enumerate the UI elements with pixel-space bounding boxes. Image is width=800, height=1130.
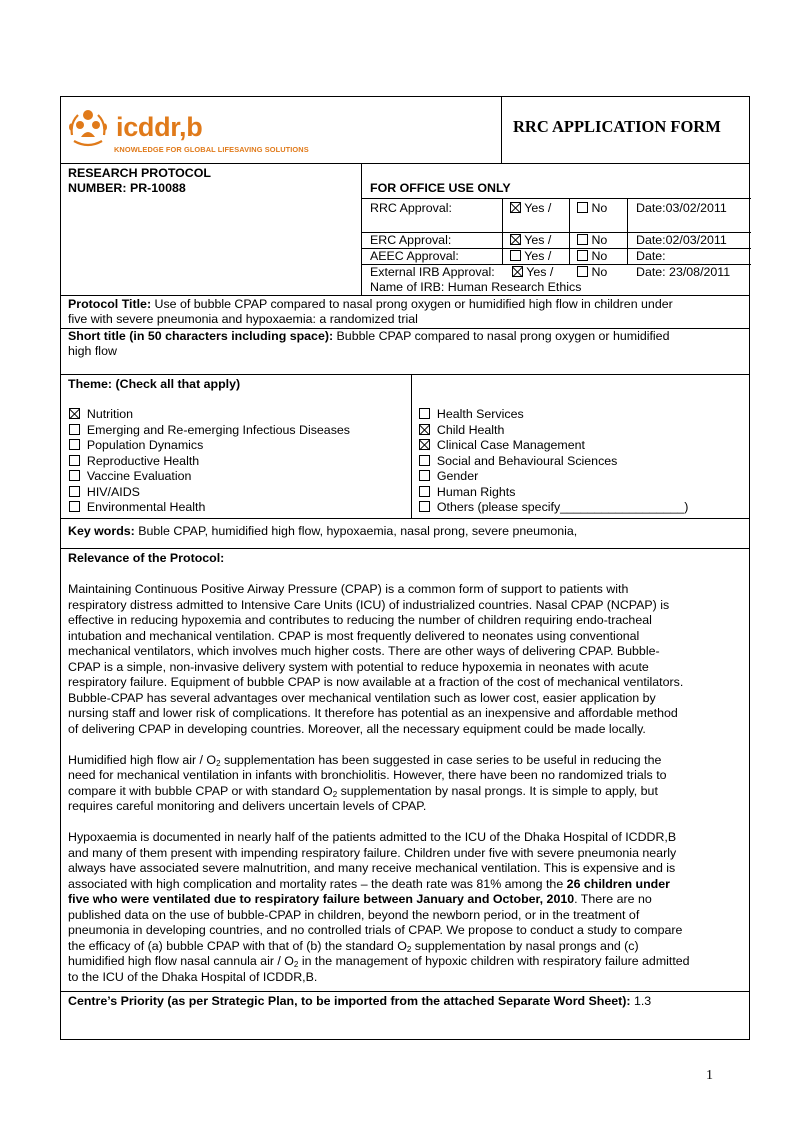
erc-approval-label: ERC Approval: [370,233,452,247]
theme-item-label: Emerging and Re-emerging Infectious Diseases [86,422,350,437]
aeec-date: Date: [636,249,666,263]
logo-tagline: KNOWLEDGE FOR GLOBAL LIFESAVING SOLUTIONS [114,145,309,154]
keywords-value: Buble CPAP, humidified high flow, hypoxaemia, nasal prong, severe pneumonia, [138,524,578,538]
text-line: mechanical ventilators, which involves much higher costs. There are other ways of delivering CPAP. Bubble- [68,644,660,658]
text-line: nursing staff and lower risk of complications. It therefore has potential as an inexpensive and affordable method [68,706,678,720]
protocol-title-label: Protocol Title: [68,297,152,311]
checkbox-icon[interactable] [419,408,430,419]
irb-no-label: No [591,265,608,279]
theme-item-reproductive[interactable] [69,454,350,470]
relevance-body [68,582,742,1001]
text-line: the efficacy of (a) bubble CPAP with that of (b) the standard O [68,938,407,953]
text-line: published data on the use of bubble-CPAP in children, beyond the newborn period, or in the treatment of [68,907,640,922]
rrc-yes-label: Yes / [524,201,552,215]
protocol-title-value: Use of bubble CPAP compared to nasal prong oxygen or humidified high flow in children under [154,297,673,311]
text-line: to the ICU of the Dhaka Hospital of ICDDR,B. [68,969,318,984]
irb-approval-label: External IRB Approval: [370,265,495,279]
theme-item-social[interactable] [419,454,688,470]
text-line: always have associated severe malnutrition, and many receive mechanical ventilation. This is expensive and is [68,861,676,875]
theme-item-gender[interactable] [419,469,688,485]
text-line: in the management of hypoxic children with respiratory failure admitted [298,954,690,968]
theme-item-label: Human Rights [436,484,516,499]
irb-yes-checkbox[interactable] [512,266,523,277]
office-grid-vline [569,198,570,264]
theme-item-others[interactable] [419,500,688,516]
aeec-no-checkbox[interactable] [577,250,588,261]
subscript: 2 [332,789,338,799]
subscript: 2 [293,960,299,969]
erc-date: Date:02/03/2011 [636,233,727,247]
checkbox-icon[interactable] [419,501,430,512]
irb-no-checkbox[interactable] [577,266,588,277]
checkbox-icon[interactable] [419,455,430,466]
irb-yes-label: Yes / [526,265,554,279]
application-form [60,96,750,1040]
text-line: respiratory failure. Equipment of bubble CPAP is now available at a fraction of the cost of mechanical ventilators. [68,675,684,689]
checkbox-icon[interactable] [419,439,430,450]
text-line: requires careful monitoring and delivers uncertain levels of CPAP. [68,799,427,813]
theme-item-label: Others (please specify__________________) [436,500,689,514]
theme-item-label: Vaccine Evaluation [86,469,192,483]
text-line: pneumonia in developing countries, and no controlled trials of CPAP. We propose to conduct a study to compare [68,923,683,937]
relevance-row [61,549,749,992]
form-title: RRC APPLICATION FORM [513,117,721,136]
protocol-title-line2: five with severe pneumonia and hypoxaemia: a randomized trial [68,312,418,326]
erc-no [577,233,607,249]
erc-yes-checkbox[interactable] [510,234,521,245]
bold-text: five who were ventilated due to respiratory failure between January and October, 2010 [68,892,575,906]
protocol-title-line1 [68,297,673,313]
text-line: effective in reducing hypoxemia and contributes to reducing the number of children requiring endo-tracheal [68,613,652,627]
checkbox-icon[interactable] [69,486,80,497]
checkbox-icon[interactable] [419,486,430,497]
text-line: compare it with bubble CPAP or with standard O [68,783,333,798]
theme-item-vaccine[interactable] [69,469,350,485]
aeec-yes-checkbox[interactable] [510,250,521,261]
logo-emblem-icon [66,105,110,149]
theme-item-child-health[interactable] [419,423,688,439]
text-line: humidified high flow nasal cannula air / O [68,954,294,968]
theme-item-label: Clinical Case Management [436,438,585,452]
text-line: supplementation by nasal prongs and (c) [411,938,639,953]
theme-divider [411,375,412,518]
checkbox-icon[interactable] [69,470,80,481]
short-title-line1 [68,329,669,345]
rrc-no-checkbox[interactable] [577,202,588,213]
rrc-no [577,201,607,217]
header-divider [501,97,502,163]
relevance-paragraph-1 [68,582,742,737]
short-title-value: Bubble CPAP compared to nasal prong oxygen or humidified [336,329,670,343]
header-row [61,97,749,164]
text-line: CPAP is a simple, non-invasive delivery system with potential to reduce hypoxemia in neonates with acute [68,659,649,674]
theme-heading: Theme: (Check all that apply) [68,377,241,391]
checkbox-icon[interactable] [419,424,430,435]
text-line: intubation and mechanical ventilation. CPAP is most frequently delivered to neonates using conventional [68,628,640,643]
text-line: Bubble-CPAP has several advantages over mechanical ventilation such as lower cost, easier application by [68,690,656,705]
irb-name: Name of IRB: Human Research Ethics [370,280,582,294]
checkbox-icon[interactable] [69,424,80,435]
theme-item-label: HIV/AIDS [86,484,140,499]
theme-item-clinical[interactable] [419,438,688,454]
priority-label: Centre’s Priority (as per Strategic Plan, to be imported from the attached Separate Word Sheet): [68,994,631,1008]
text-line: supplementation has been suggested in case series to be useful in reducing the [220,752,662,767]
keywords [68,524,577,540]
erc-no-checkbox[interactable] [577,234,588,245]
keywords-row [61,519,749,549]
theme-item-label: Population Dynamics [86,438,204,452]
short-title-row [61,329,749,375]
aeec-yes [510,249,551,265]
relevance-heading: Relevance of the Protocol: [68,551,225,565]
text-line: Maintaining Continuous Positive Airway Pressure (CPAP) is a common form of support to patients with [68,582,629,596]
keywords-label: Key words: [68,524,135,538]
priority-value: 1.3 [630,994,652,1008]
theme-item-environmental[interactable] [69,500,350,516]
irb-yes [512,265,553,281]
text-line: need for mechanical ventilation in infants with bronchiolitis. However, there have been no randomized trials to [68,768,667,782]
aeec-no-label: No [591,249,608,263]
subscript: 2 [216,758,221,768]
aeec-approval-label: AEEC Approval: [370,249,459,263]
irb-date: Date: 23/08/2011 [636,265,731,279]
checkbox-icon[interactable] [69,439,80,450]
rrc-date: Date:03/02/2011 [636,201,727,215]
aeec-yes-label: Yes / [524,249,552,263]
theme-right-list [419,407,688,516]
theme-item-population[interactable] [69,438,350,454]
text-line: Humidified high flow air / O [68,752,217,767]
theme-row [61,375,749,519]
theme-item-label: Gender [436,469,479,483]
theme-item-hiv[interactable] [69,485,350,501]
protocol-divider [361,164,362,295]
rrc-no-label: No [591,201,608,215]
irb-no [577,265,607,281]
theme-item-nutrition[interactable] [69,407,350,423]
office-grid-line [361,198,751,199]
page-number: 1 [706,1068,713,1083]
rrc-approval-label: RRC Approval: [370,201,452,215]
centre-priority [68,994,651,1010]
office-grid-vline [627,198,628,264]
protocol-title-row [61,296,749,329]
short-title-label: Short title (in 50 characters including space): [68,329,334,343]
office-use-heading: FOR OFFICE USE ONLY [370,181,511,195]
theme-item-label: Environmental Health [86,500,206,514]
erc-no-label: No [591,233,608,247]
relevance-paragraph-2 [68,753,742,815]
text-line: and many of them present with impending respiratory failure. Children under five with severe pneumonia nearly [68,845,677,860]
text-line: . There are no [574,892,652,906]
text-line: Hypoxaemia is documented in nearly half of the patients admitted to the ICU of the Dhaka Hospital of ICDDR,B [68,830,677,844]
rrc-yes [510,201,551,217]
text-line: of delivering CPAP in developing countries. Moreover, all the necessary equipment could be made locally. [68,721,646,736]
theme-item-label: Social and Behavioural Sciences [436,453,618,468]
protocol-number: NUMBER: PR-10088 [68,181,186,195]
checkbox-icon[interactable] [69,501,80,512]
erc-yes [510,233,551,249]
relevance-paragraph-3 [68,830,742,985]
icddrb-logo [66,103,309,159]
short-title-line2: high flow [68,344,117,358]
aeec-no [577,249,607,265]
theme-item-label: Health Services [436,407,524,421]
rrc-yes-checkbox[interactable] [510,202,521,213]
text-line: associated with high complication and mortality rates – the death rate was 81% among the [68,876,567,891]
theme-item-human-rights[interactable] [419,485,688,501]
theme-item-label: Reproductive Health [86,453,200,468]
text-line: respiratory distress admitted to Intensive Care Units (ICU) of industrialized countries. Nasal CPAP (NCPAP) is [68,597,670,612]
logo-wordmark: icddr,b [116,112,203,142]
theme-item-label: Nutrition [86,407,134,421]
theme-item-health-services[interactable] [419,407,688,423]
erc-yes-label: Yes / [524,233,552,247]
subscript: 2 [406,944,412,954]
theme-item-infectious[interactable] [69,423,350,439]
theme-left-list [69,407,350,516]
text-line: supplementation by nasal prongs. It is simple to apply, but [337,783,658,798]
checkbox-icon[interactable] [69,455,80,466]
office-grid-vline [502,198,503,264]
theme-item-label: Child Health [436,422,505,437]
protocol-label-line1: RESEARCH PROTOCOL [68,166,211,180]
checkbox-icon[interactable] [419,470,430,481]
bold-text: 26 children under [566,876,670,891]
protocol-office-row [61,164,749,296]
checkbox-icon[interactable] [69,408,80,419]
